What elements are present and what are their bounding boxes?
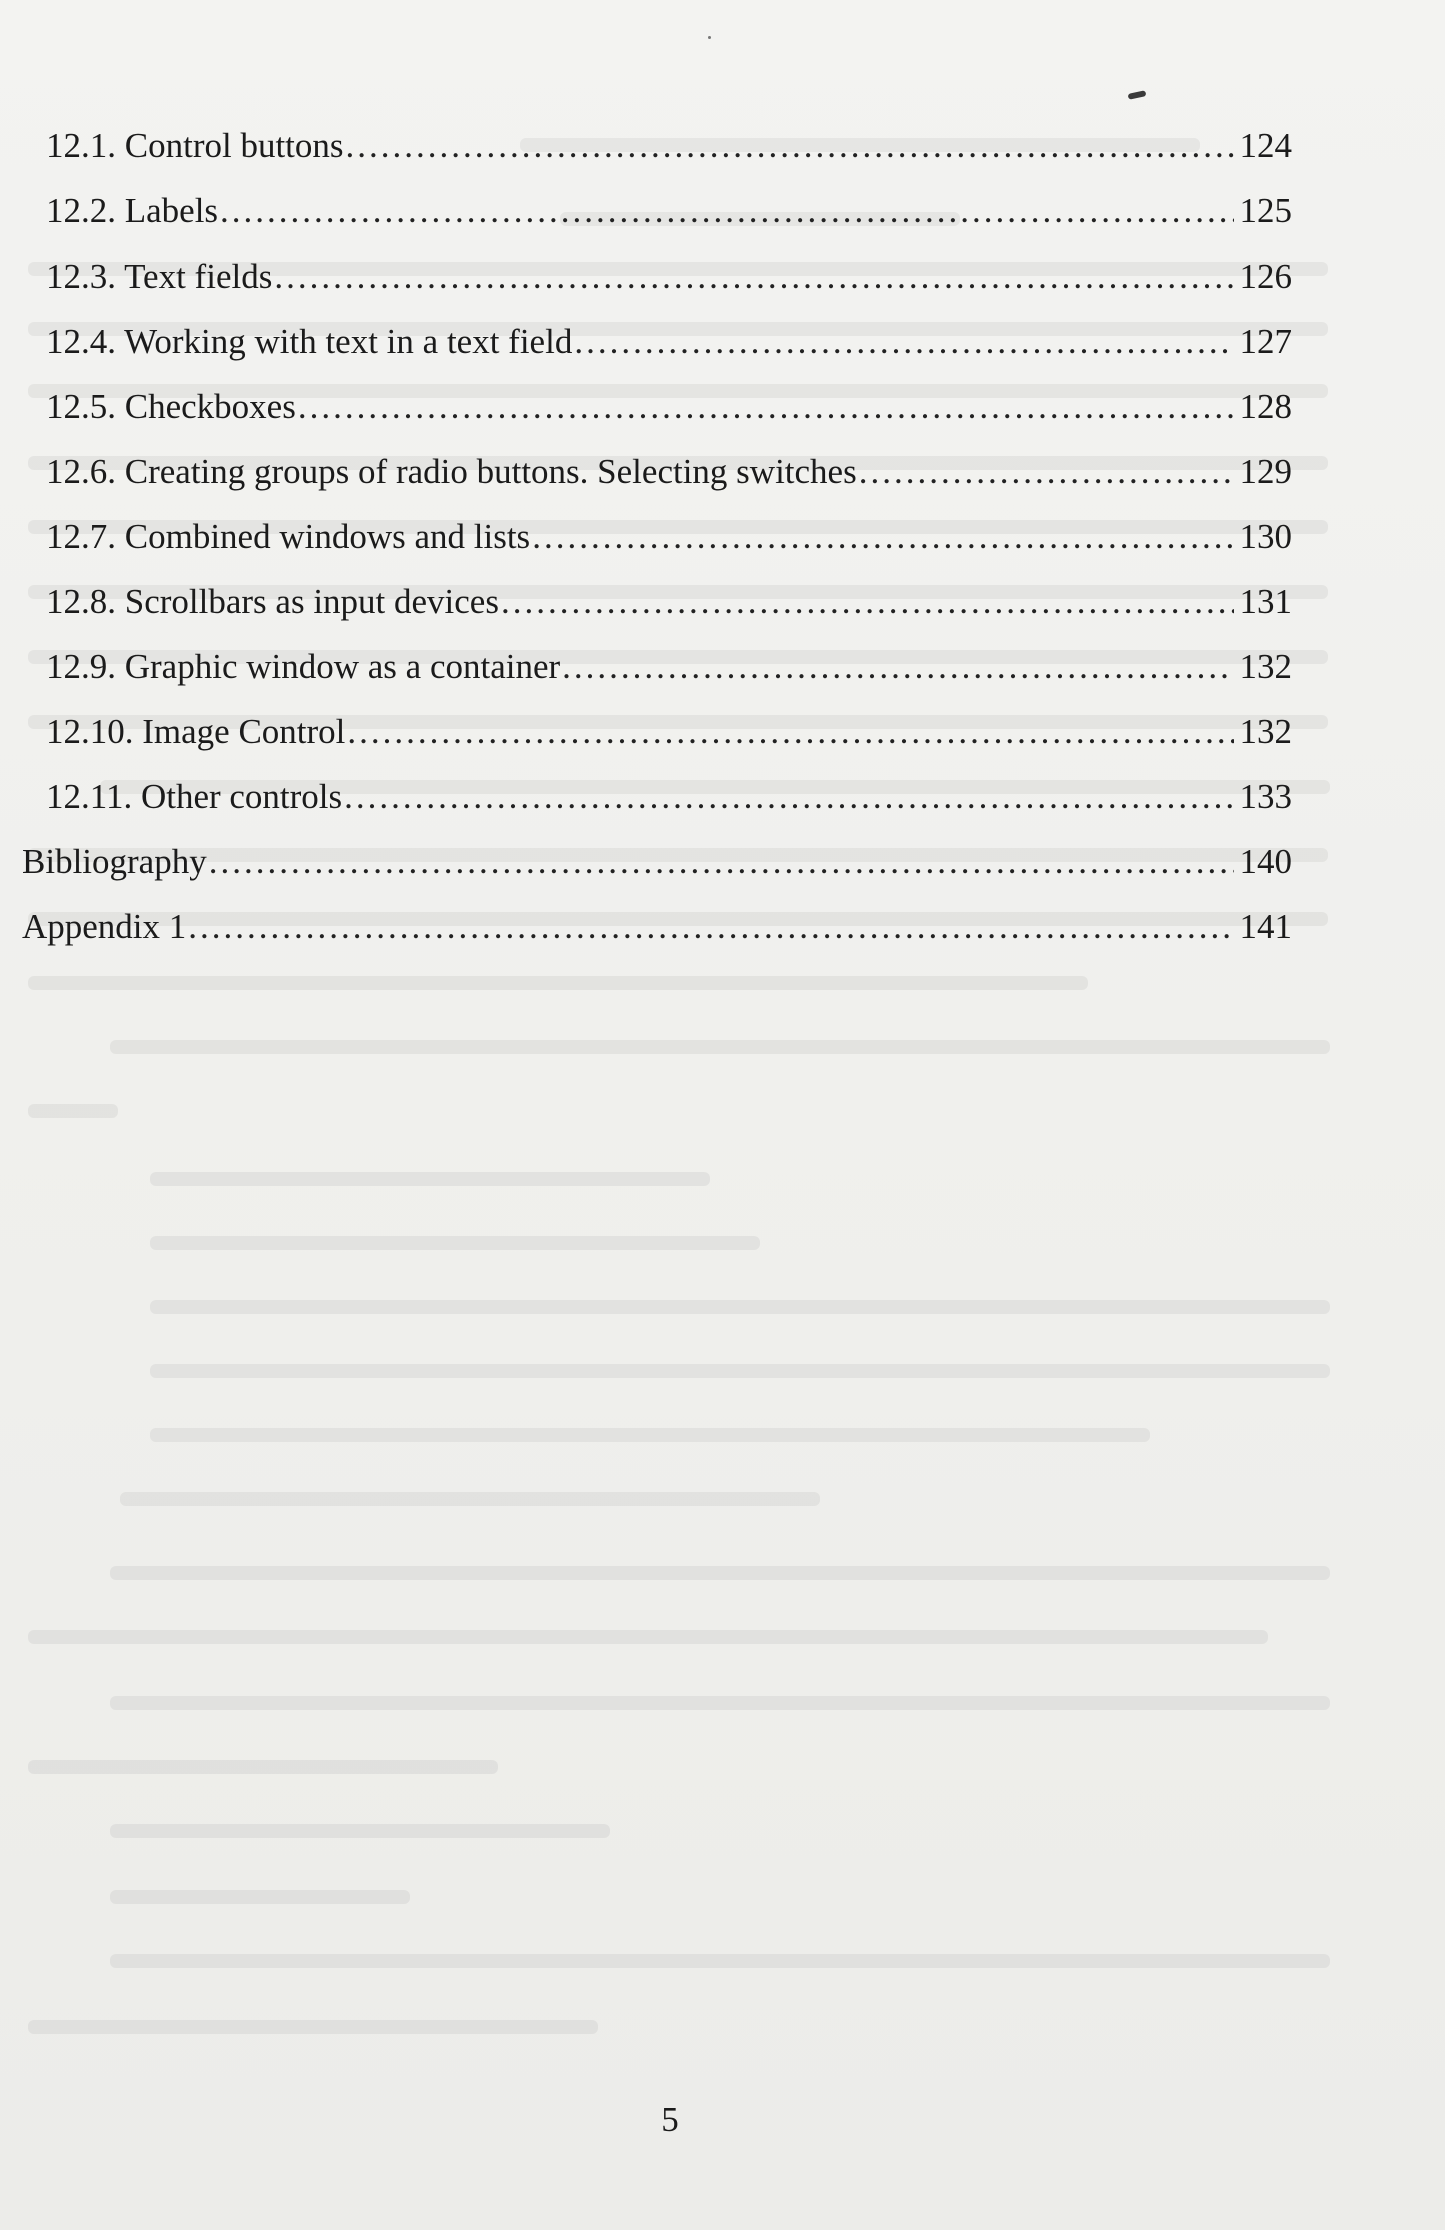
toc-entry-title: 12.11. Other controls <box>46 777 343 816</box>
toc-entry-title: 12.8. Scrollbars as input devices <box>46 582 499 621</box>
dot-leader <box>574 320 1233 364</box>
toc-entry-title: 12.5. Checkboxes <box>46 387 296 426</box>
page-number: 5 <box>661 2100 679 2139</box>
toc-entry-page: 130 <box>1239 517 1292 556</box>
toc-entry-page: 128 <box>1239 387 1292 426</box>
toc-entry-page: 125 <box>1239 191 1292 230</box>
toc-entry-title: 12.9. Graphic window as a container <box>46 647 561 686</box>
dot-leader <box>501 580 1234 624</box>
ink-smudge <box>1128 90 1147 100</box>
toc-entry <box>46 580 1292 624</box>
dot-leader <box>859 450 1234 494</box>
toc-entry <box>46 255 1292 299</box>
toc-entry-page: 131 <box>1239 582 1292 621</box>
toc-entry-page: 141 <box>1239 907 1292 946</box>
dot-leader <box>188 905 1233 949</box>
toc-entry <box>46 189 1292 233</box>
toc-entry-title: 12.1. Control buttons <box>46 126 344 165</box>
toc-entry <box>46 124 1292 168</box>
toc-entry-page: 127 <box>1239 322 1292 361</box>
dot-leader <box>346 124 1234 168</box>
toc-entry-title: Bibliography <box>22 842 207 881</box>
toc-entry-page: 126 <box>1239 257 1292 296</box>
toc-entry-title: 12.3. Text fields <box>46 257 273 296</box>
toc-entry-title: 12.4. Working with text in a text field <box>46 322 573 361</box>
toc-entry <box>46 515 1292 559</box>
dot-leader <box>298 385 1234 429</box>
toc-entry-title: 12.7. Combined windows and lists <box>46 517 531 556</box>
dot-leader <box>220 189 1233 233</box>
toc-entry <box>46 320 1292 364</box>
dot-leader <box>274 255 1233 299</box>
toc-entry-page: 129 <box>1239 452 1292 491</box>
toc-entry-title: 12.2. Labels <box>46 191 219 230</box>
toc-entry <box>22 905 1292 949</box>
toc-entry <box>46 710 1292 754</box>
toc-entry <box>46 775 1292 819</box>
toc-entry-title: Appendix 1 <box>22 907 187 946</box>
toc-entry-title: 12.6. Creating groups of radio buttons. Selecting switches <box>46 452 857 491</box>
toc-entry-page: 133 <box>1239 777 1292 816</box>
dot-leader <box>344 775 1233 819</box>
toc-entry-title: 12.10. Image Control <box>46 712 346 751</box>
toc-entry <box>22 840 1292 884</box>
toc-entry-page: 140 <box>1239 842 1292 881</box>
dot-leader <box>562 645 1233 689</box>
toc-entry <box>46 645 1292 689</box>
toc-entry-page: 132 <box>1239 647 1292 686</box>
toc-entry-page: 132 <box>1239 712 1292 751</box>
toc-entry <box>46 385 1292 429</box>
dot-leader <box>532 515 1233 559</box>
toc-entry-page: 124 <box>1239 126 1292 165</box>
dot-leader <box>347 710 1233 754</box>
ink-speck <box>708 36 711 39</box>
dot-leader <box>209 840 1234 884</box>
toc-entry <box>46 450 1292 494</box>
